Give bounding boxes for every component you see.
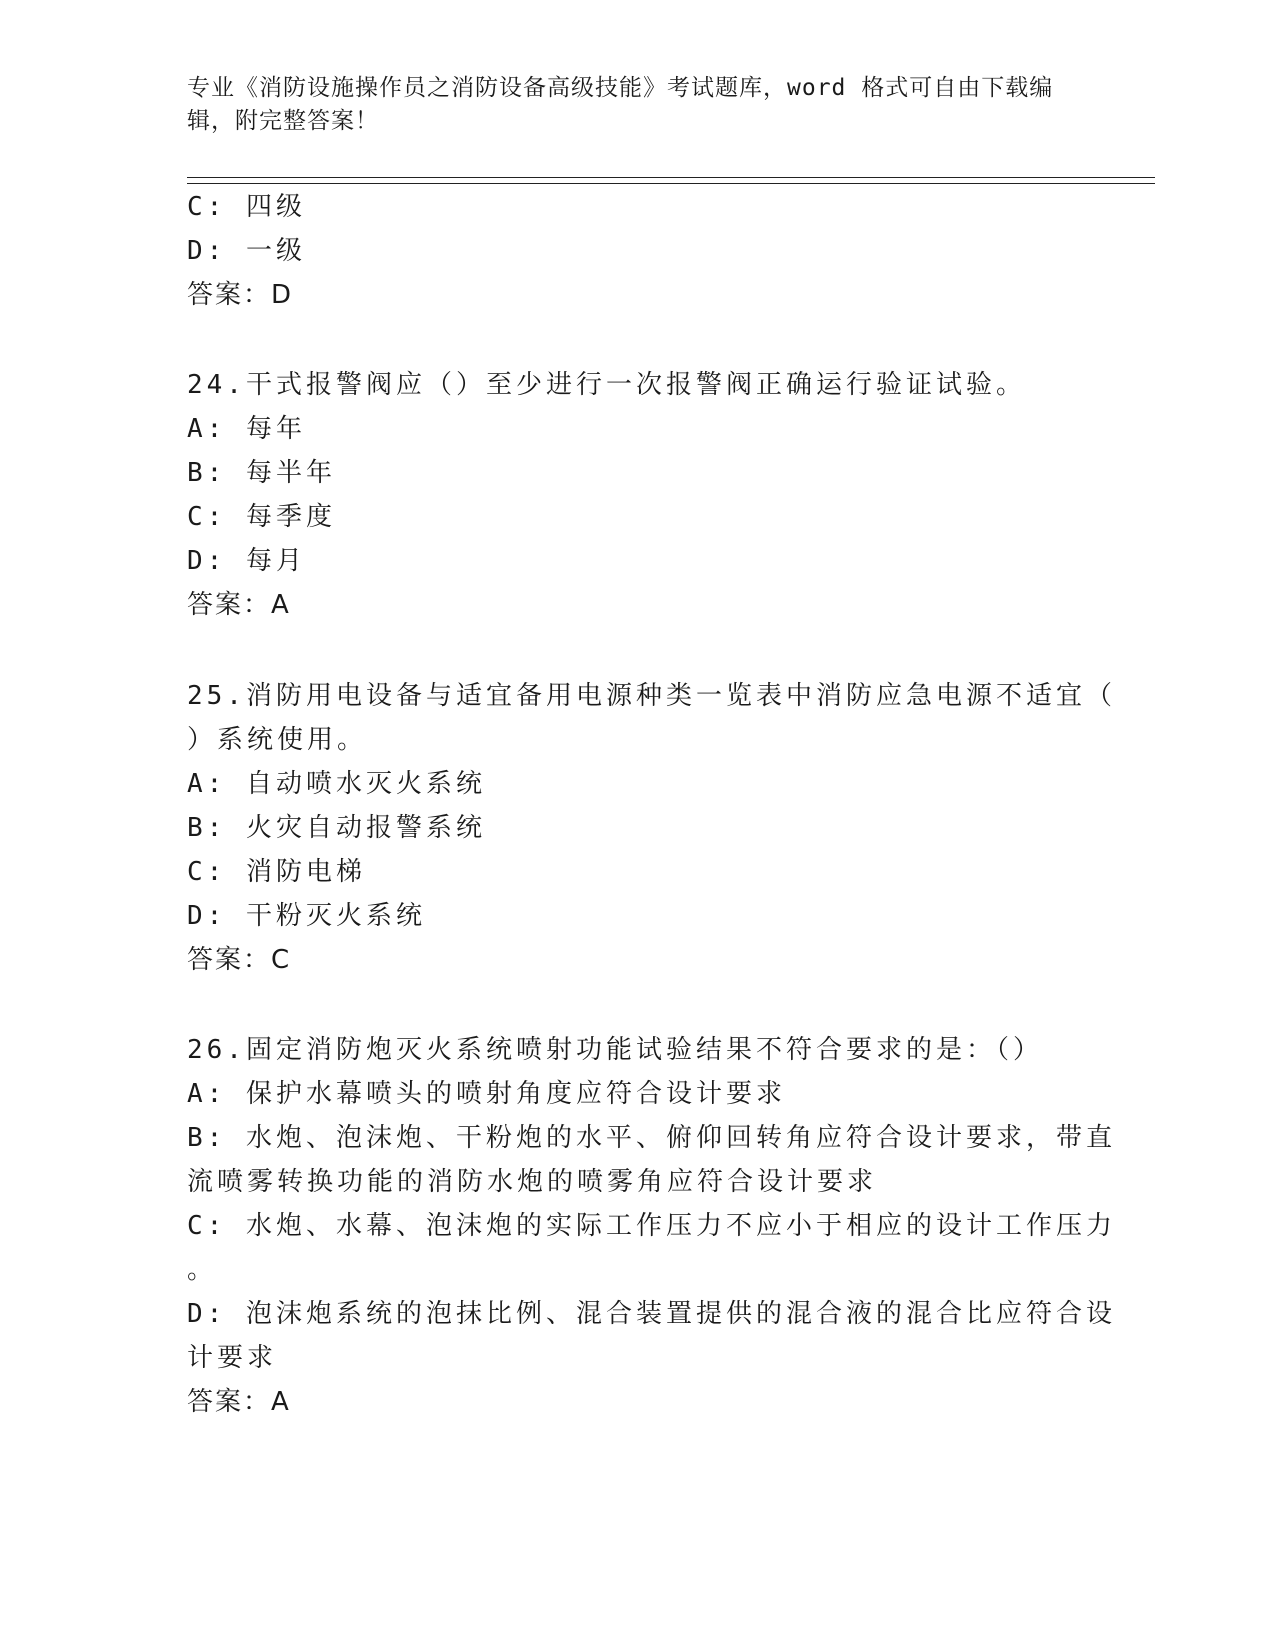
option-text: 保护水幕喷头的喷射角度应符合设计要求 <box>245 1079 786 1109</box>
option-text: 火灾自动报警系统 <box>245 813 486 843</box>
option-line <box>187 1299 1116 1329</box>
option-text: 每年 <box>245 414 306 444</box>
option-line <box>187 857 366 887</box>
option-line <box>187 236 306 266</box>
option-label: C: <box>187 857 227 887</box>
question-stem: ）系统使用。 <box>187 725 368 755</box>
option-label: A: <box>187 414 227 444</box>
option-label: D: <box>187 546 227 576</box>
option-text: 每季度 <box>245 502 336 532</box>
header-rule-top <box>187 177 1155 178</box>
option-line <box>187 1123 1116 1153</box>
option-label: C: <box>187 502 227 532</box>
answer-line: 答案：A <box>187 1387 291 1417</box>
header-rule-bottom <box>187 183 1155 184</box>
document-header <box>187 72 1067 138</box>
header-intro-text: 专业《消防设施操作员之消防设备高级技能》考试题库，word 格式可自由下载编辑，附完整答案！ <box>187 75 1054 134</box>
option-label: B: <box>187 458 227 488</box>
option-label: D: <box>187 236 227 266</box>
option-label: D: <box>187 1299 227 1329</box>
option-line <box>187 901 426 931</box>
option-text: 水炮、泡沫炮、干粉炮的水平、俯仰回转角应符合设计要求，带直 <box>245 1123 1116 1153</box>
option-line <box>187 458 336 488</box>
option-text: 干粉灭火系统 <box>245 901 426 931</box>
option-line <box>187 813 486 843</box>
option-text: 自动喷水灭火系统 <box>245 769 486 799</box>
option-text: 消防电梯 <box>245 857 366 887</box>
option-text: 泡沫炮系统的泡抹比例、混合装置提供的混合液的混合比应符合设 <box>245 1299 1116 1329</box>
option-label: D: <box>187 901 227 931</box>
option-text: 每月 <box>245 546 306 576</box>
option-label: A: <box>187 769 227 799</box>
option-line <box>187 769 486 799</box>
answer-line: 答案：D <box>187 280 294 310</box>
option-line <box>187 1079 786 1109</box>
option-label: C: <box>187 192 227 222</box>
option-label: B: <box>187 813 227 843</box>
option-text: 四级 <box>245 192 306 222</box>
option-continuation: 计要求 <box>187 1343 278 1373</box>
option-line <box>187 1211 1116 1241</box>
option-line <box>187 502 336 532</box>
option-label: C: <box>187 1211 227 1241</box>
question-stem: 25.消防用电设备与适宜备用电源种类一览表中消防应急电源不适宜（ <box>187 681 1116 711</box>
option-text: 水炮、水幕、泡沫炮的实际工作压力不应小于相应的设计工作压力 <box>245 1211 1116 1241</box>
answer-line: 答案：C <box>187 945 292 975</box>
option-continuation: 。 <box>187 1255 218 1285</box>
answer-line: 答案：A <box>187 590 291 620</box>
option-text: 一级 <box>245 236 306 266</box>
option-line <box>187 546 306 576</box>
question-stem: 24.干式报警阀应（）至少进行一次报警阀正确运行验证试验。 <box>187 370 1026 400</box>
option-line <box>187 414 306 444</box>
option-text: 每半年 <box>245 458 336 488</box>
option-label: A: <box>187 1079 227 1109</box>
option-continuation: 流喷雾转换功能的消防水炮的喷雾角应符合设计要求 <box>187 1167 878 1197</box>
option-label: B: <box>187 1123 227 1153</box>
option-line <box>187 192 306 222</box>
question-stem: 26.固定消防炮灭火系统喷射功能试验结果不符合要求的是：（） <box>187 1035 1043 1065</box>
